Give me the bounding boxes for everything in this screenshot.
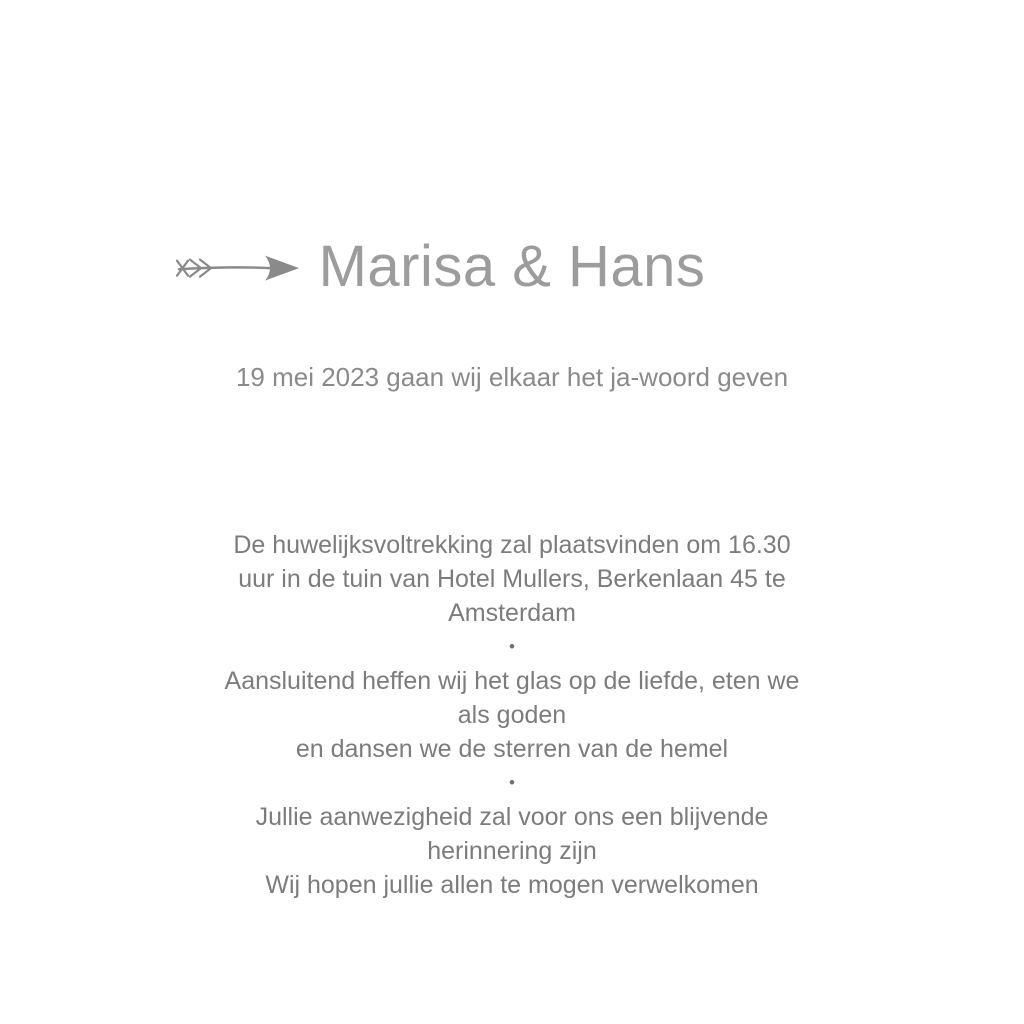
- date-line: 19 mei 2023 gaan wij elkaar het ja-woord geven: [235, 362, 789, 392]
- body-line: Jullie aanwezigheid zal voor ons een blijvende: [255, 803, 769, 831]
- body-line: De huwelijksvoltrekking zal plaatsvinden om 16.30: [233, 531, 791, 559]
- body-line: Wij hopen jullie allen te mogen verwelkomen: [265, 871, 759, 899]
- body-line: als goden: [457, 701, 567, 729]
- page-title: Marisa & Hans: [318, 234, 706, 299]
- invitation-body: [162, 528, 862, 902]
- body-line: Amsterdam: [448, 599, 576, 627]
- body-line: uur in de tuin van Hotel Mullers, Berkenlaan 45 te: [238, 565, 786, 593]
- body-line: Aansluitend heffen wij het glas op de liefde, eten we: [224, 667, 800, 695]
- bullet-separator: •: [509, 773, 515, 792]
- bullet-separator: •: [509, 637, 515, 656]
- title-row: [0, 234, 1024, 301]
- body-line: en dansen we de sterren van de hemel: [295, 735, 729, 763]
- arrow-right-icon: [171, 248, 303, 290]
- title-group: [319, 234, 706, 301]
- body-line: herinnering zijn: [427, 837, 597, 865]
